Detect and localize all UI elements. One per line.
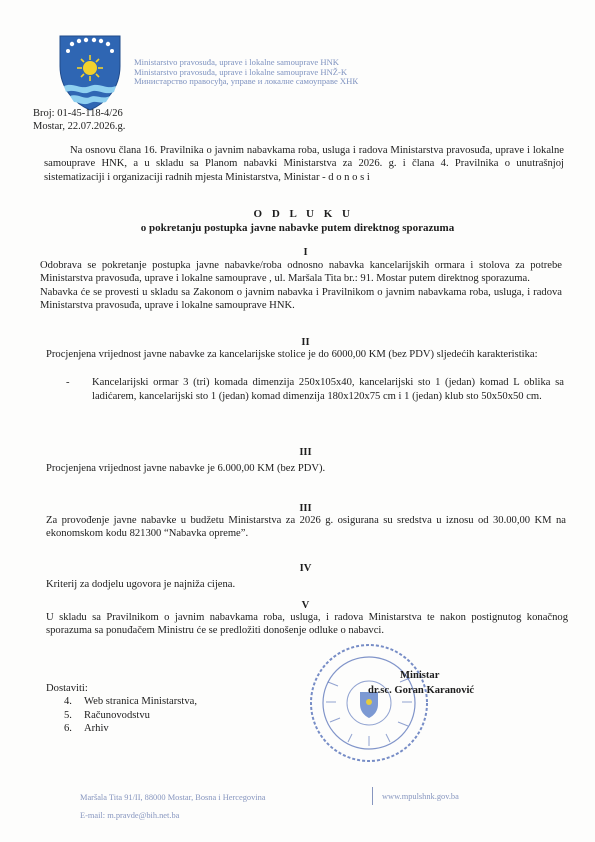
ministry-name-block — [134, 58, 358, 87]
section-1-text — [40, 259, 562, 313]
footer-divider — [372, 787, 373, 805]
list-item — [64, 722, 197, 736]
coat-of-arms-logo — [50, 22, 130, 112]
footer-website: www.mpulshnk.gov.ba — [382, 792, 459, 801]
signatory-name: dr.sc. Goran Karanović — [368, 685, 475, 696]
list-item — [64, 709, 197, 723]
section-heading-1: I — [303, 247, 308, 258]
section-heading-2: II — [301, 337, 310, 348]
ministry-name-latin-alt: Ministarstvo pravosuđa, uprave i lokalne samouprave HNŽ-K — [134, 66, 348, 77]
list-item-text: Arhiv — [84, 723, 109, 735]
list-item-number: 6. — [64, 723, 72, 735]
document-number: Broj: 01-45-118-4/26 — [33, 108, 123, 119]
section-4-text: Za provođenje javne nabavke u budžetu Ministarstva za 2026 g. osigurana su sredstva u iznosu od 30.00,00 KM na ekonomskom kodu 821300 “Nabavka opreme”. — [46, 515, 566, 540]
footer-contact — [80, 789, 266, 825]
section-5-text: Kriterij za dodjelu ugovora je najniža cijena. — [46, 579, 236, 590]
list-item — [64, 695, 197, 709]
section-6-text: U skladu sa Pravilnikom o javnim nabavkama roba, usluga, i radova Ministarstva te nakon postignutog konačnog sporazuma sa ponuđačem Ministru će se predložiti donošenje odluke o nabavci. — [46, 612, 568, 637]
section-heading-4: III — [299, 503, 312, 514]
distribution-items — [64, 695, 197, 736]
list-item-number: 4. — [64, 696, 72, 707]
footer-address: Maršala Tita 91/II, 88000 Mostar, Bosna i Hercegovina — [80, 793, 266, 802]
section-3-text: Procjenjena vrijednost javne nabavke je 6.000,00 KM (bez PDV). — [46, 463, 326, 474]
distribution-label: Dostaviti: — [46, 683, 88, 694]
section-heading-6: V — [301, 600, 310, 611]
list-item-text: Web stranica Ministarstva, — [84, 696, 197, 707]
section-2-text: Procjenjena vrijednost javne nabavke za kancelarijske stolice je do 6000,00 KM (bez PDV) sljedećih karakteristika: — [46, 349, 538, 360]
document-title: O D L U K U — [253, 208, 354, 220]
section-heading-5: IV — [299, 563, 312, 574]
intro-paragraph: Na osnovu člana 16. Pravilnika o javnim nabavkama roba, usluga i radova Ministarstva pravosuđa, uprave i lokalne samouprave HNK, a u skladu sa Planom nabavki Ministarstva za 2026. g. i člana 4. Pravilnika o unutrašnjoj sistematizaciji i organizaciji radnih mjesta Ministarstva, Ministar - d o n o s i — [44, 145, 564, 183]
ministry-name-cyrillic: Министарство правосуђа, управе и локалне самоуправе ХНК — [134, 76, 359, 87]
official-stamp — [308, 642, 430, 764]
distribution-list — [46, 682, 197, 735]
section-1-paragraph-b: Nabavka će se provesti u skladu sa Zakonom o javnim nabavka i Pravilnikom o javnim nabavkama roba, usluga, i radova Ministarstva pravosuđa, uprave i lokalne samouprave HNK. — [40, 286, 562, 312]
signature-block — [368, 669, 475, 696]
list-item-text: Računovodstvu — [84, 709, 150, 721]
document-place-date: Mostar, 22.07.2026.g. — [33, 120, 126, 132]
list-dash: - — [66, 377, 70, 388]
signatory-role: Ministar — [400, 670, 440, 681]
section-heading-3: III — [299, 447, 312, 458]
document-subtitle: o pokretanju postupka javne nabavke putem direktnog sporazuma — [140, 222, 455, 234]
document-reference — [33, 108, 125, 133]
list-item-number: 5. — [64, 709, 72, 721]
list-item-text: Kancelarijski ormar 3 (tri) komada dimenzija 250x105x40, kancelarijski sto 1 (jedan) komad L oblika sa ladićarem, kancelarijski sto 1 (jedan) komad dimenzija 180x120x75 cm i 1 (jedan) klub sto 50x50x50 cm. — [92, 377, 564, 402]
section-1-paragraph-a: Odobrava se pokretanje postupka javne nabavke/roba odnosno nabavka kancelarijskih ormara i stolova za potrebe Ministarstva pravosuđa, uprave i lokalne samouprave , ul. Maršala Tita br.: 91. Mostar putem direktnog sporazuma. — [40, 260, 562, 285]
ministry-name-latin: Ministarstvo pravosuđa, uprave i lokalne samouprave HNK — [134, 57, 340, 67]
footer-email: E-mail: m.pravde@bih.net.ba — [80, 811, 180, 820]
